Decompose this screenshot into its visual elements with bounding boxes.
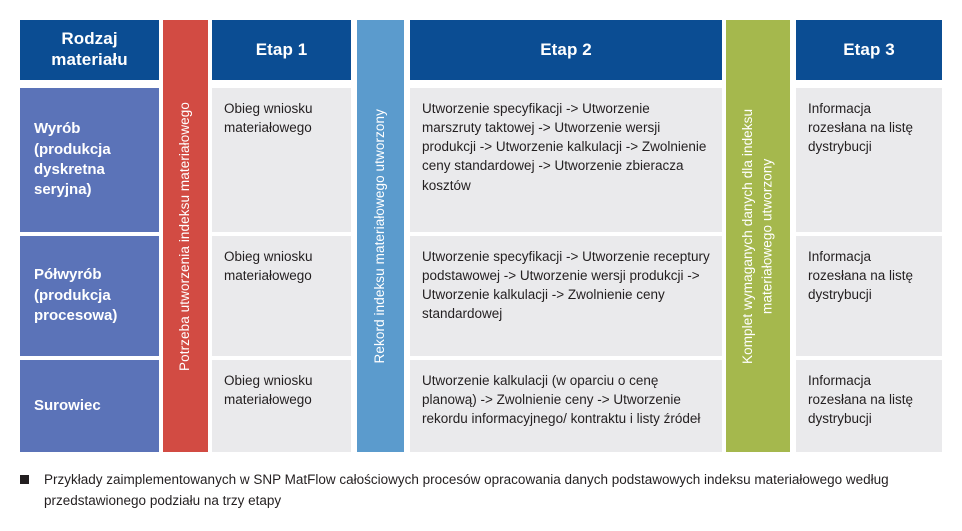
square-bullet-icon: [20, 475, 29, 484]
process-matrix: [20, 20, 942, 452]
column-stage-1: [212, 20, 351, 452]
cell-material-row-2-label: Półwyrób (produkcja procesowa): [34, 266, 118, 325]
cell-material-row-3: [20, 360, 159, 452]
cell-stage1-row-3-label: Obieg wniosku materiałowego: [224, 373, 313, 408]
connector-complete-bar: [726, 20, 790, 452]
cell-material-row-3-label: Surowiec: [34, 396, 101, 414]
caption-text: Przykłady zaimplementowanych w SNP MatFlow całościowych procesów opracowania danych podstawowych indeksu materiałowego według przedstawionego podziału na trzy etapy: [44, 472, 889, 508]
cell-stage1-row-1: [212, 88, 351, 232]
cell-stage3-row-3: [796, 360, 942, 452]
column-stage-2: [410, 20, 722, 452]
connector-need-material-index: [163, 20, 208, 452]
cell-stage2-row-3-label: Utworzenie kalkulacji (w oparciu o cenę planową) -> Zwolnienie ceny -> Utworzenie rekordu informacyjnego/ kontraktu i listy źródeł: [422, 373, 701, 427]
cell-stage3-row-2: [796, 236, 942, 356]
header-stage-3: [796, 20, 942, 80]
connector-complete-data: [726, 20, 790, 452]
cell-stage2-row-1: [410, 88, 722, 232]
connector-record-bar: [357, 20, 404, 452]
header-stage-1-label: Etap 1: [255, 40, 308, 60]
cell-stage3-row-1: [796, 88, 942, 232]
cell-stage2-row-3: [410, 360, 722, 452]
cell-stage1-row-1-label: Obieg wniosku materiałowego: [224, 101, 313, 136]
column-stage-3: [796, 20, 942, 452]
cell-stage1-row-2: [212, 236, 351, 356]
connector-complete-label: Komplet wymaganych danych dla indeksu materiałowego utworzony: [740, 108, 775, 364]
cell-stage3-row-3-label: Informacja rozesłana na listę dystrybucji: [808, 373, 914, 427]
header-material-type-label: Rodzaj materiału: [51, 29, 128, 69]
cell-stage1-row-3: [212, 360, 351, 452]
connector-need-bar: [163, 20, 208, 452]
cell-stage3-row-1-label: Informacja rozesłana na listę dystrybucji: [808, 101, 914, 155]
cell-material-row-2: [20, 236, 159, 356]
cell-stage2-row-2: [410, 236, 722, 356]
column-material-type: [20, 20, 159, 452]
header-stage-2-label: Etap 2: [540, 40, 592, 60]
caption: [20, 470, 920, 512]
header-material-type: [20, 20, 159, 80]
cell-material-row-1: [20, 88, 159, 232]
connector-need-label: Potrzeba utworzenia indeksu materiałowego: [177, 101, 193, 371]
connector-record-label: Rekord indeksu materiałowego utworzony: [372, 108, 388, 364]
header-stage-1: [212, 20, 351, 80]
cell-stage2-row-2-label: Utworzenie specyfikacji -> Utworzenie receptury podstawowej -> Utworzenie wersji produkcji -> Utworzenie kalkulacji -> Zwolnienie ceny standardowej: [422, 249, 710, 322]
cell-stage3-row-2-label: Informacja rozesłana na listę dystrybucji: [808, 249, 914, 303]
header-stage-3-label: Etap 3: [843, 40, 895, 60]
header-stage-2: [410, 20, 722, 80]
connector-record-created: [357, 20, 404, 452]
cell-stage2-row-1-label: Utworzenie specyfikacji -> Utworzenie marszruty taktowej -> Utworzenie wersji produkcji -> Utworzenie kalkulacji -> Zwolnienie ceny standardowej -> Utworzenie zbieracza kosztów: [422, 101, 707, 193]
cell-material-row-1-label: Wyrób (produkcja dyskretna seryjna): [34, 120, 111, 199]
cell-stage1-row-2-label: Obieg wniosku materiałowego: [224, 249, 313, 284]
